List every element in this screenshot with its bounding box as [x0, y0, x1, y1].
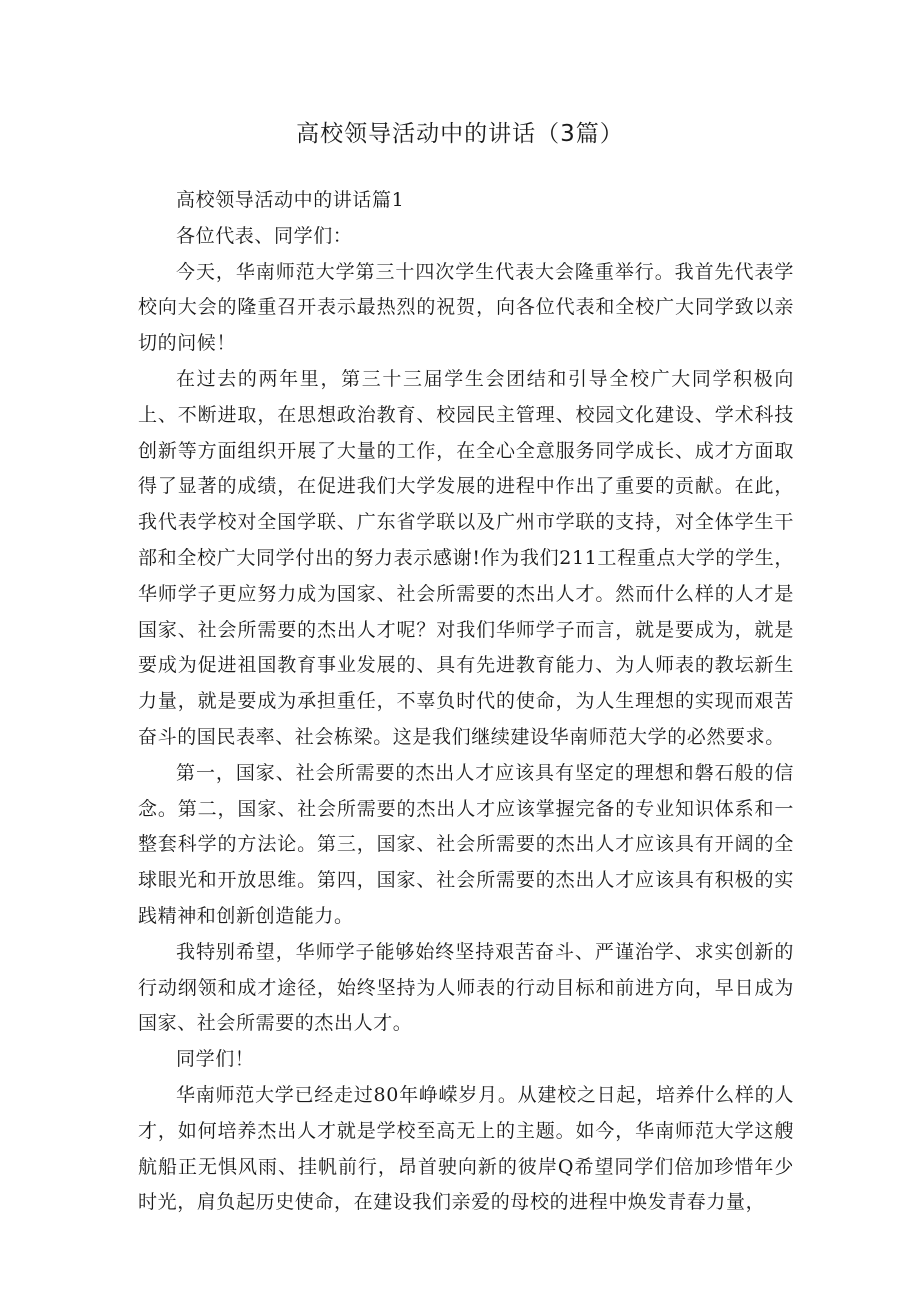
paragraph: 第一，国家、社会所需要的杰出人才应该具有坚定的理想和磐石般的信念。第二，国家、社会所需要的杰出人才应该掌握完备的专业知识体系和一整套科学的方法论。第三，国家、社会所需要的杰出人才应该具有开阔的全球眼光和开放思维。第四，国家、社会所需要的杰出人才应该具有积极的实践精神和创新创造能力。 [138, 761, 794, 927]
paragraph: 华南师范大学已经走过80年峥嵘岁月。从建校之日起，培养什么样的人才，如何培养杰出人才就是学校至高无上的主题。如今，华南师范大学这艘航船正无惧风雨、挂帆前行，昂首驶向新的彼岸Q希望同学们倍加珍惜年少时光，肩负起历史使命，在建设我们亲爱的母校的进程中焕发青春力量， [138, 1083, 794, 1214]
salutation: 各位代表、同学们： [176, 224, 353, 247]
paragraph: 在过去的两年里，第三十三届学生会团结和引导全校广大同学积极向上、不断进取，在思想政治教育、校园民主管理、校园文化建设、学术科技创新等方面组织开展了大量的工作，在全心全意服务同学成长、成才方面取得了显著的成绩，在促进我们大学发展的进程中作出了重要的贡献。在此，我代表学校对全国学联、广东省学联以及广州市学联的支持，对全体学生干部和全校广大同学付出的努力表示感谢!作为我们211工程重点大学的学生，华师学子更应努力成为国家、社会所需要的杰出人才。然而什么样的人才是国家、社会所需要的杰出人才呢？对我们华师学子而言，就是要成为，就是要成为促进祖国教育事业发展的、具有先进教育能力、为人师表的教坛新生力量，就是要成为承担重任，不辜负时代的使命，为人生理想的实现而艰苦奋斗的国民表率、社会栋梁。这是我们继续建设华南师范大学的必然要求。 [138, 367, 794, 748]
document-title: 高校领导活动中的讲话（3篇） [296, 121, 624, 147]
paragraph: 今天，华南师范大学第三十四次学生代表大会隆重举行。我首先代表学校向大会的隆重召开表示最热烈的祝贺，向各位代表和全校广大同学致以亲切的问候！ [138, 260, 794, 355]
document-body [138, 183, 794, 1221]
salutation: 同学们！ [176, 1048, 255, 1071]
section-heading: 高校领导活动中的讲话篇1 [176, 189, 405, 211]
paragraph: 我特别希望，华师学子能够始终坚持艰苦奋斗、严谨治学、求实创新的行动纲领和成才途径，始终坚持为人师表的行动目标和前进方向，早日成为国家、社会所需要的杰出人才。 [138, 940, 794, 1035]
